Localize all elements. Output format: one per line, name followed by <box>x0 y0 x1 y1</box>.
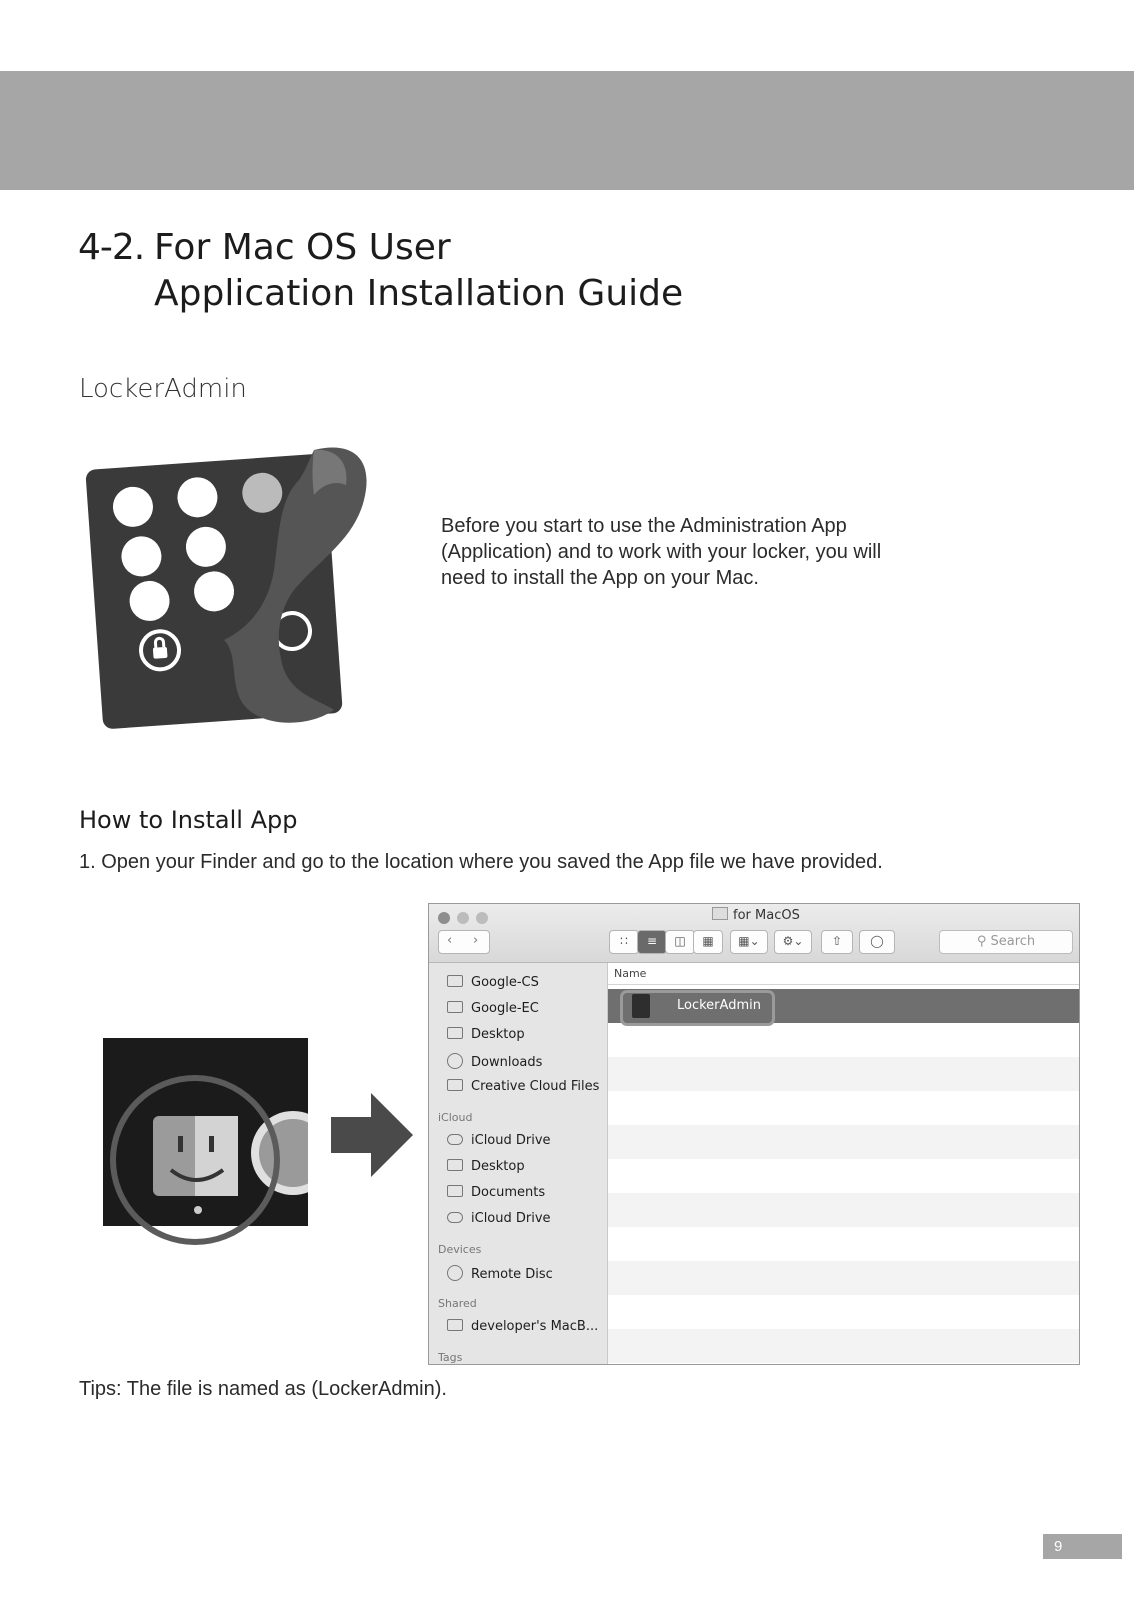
app-name: LockerAdmin <box>79 374 247 404</box>
sidebar-item-icloud-desktop[interactable]: Desktop <box>447 1159 525 1174</box>
locker-admin-app-icon <box>84 440 384 740</box>
cloud-icon <box>447 1212 463 1223</box>
tips-text: Tips: The file is named as (LockerAdmin). <box>79 1378 447 1400</box>
window-title: for MacOS <box>712 907 800 923</box>
arrange-button[interactable]: ▦⌄ <box>730 930 768 954</box>
page-title <box>78 225 683 317</box>
icon-view-button[interactable]: ∷ <box>609 930 639 954</box>
back-forward-buttons[interactable] <box>438 930 490 954</box>
drive-icon <box>447 975 463 987</box>
sidebar-item-shared-mac[interactable]: developer's MacB... <box>447 1319 598 1334</box>
sidebar-item-documents[interactable]: Documents <box>447 1185 545 1200</box>
file-row-lockeradmin[interactable] <box>608 989 1079 1023</box>
finder-window <box>428 903 1080 1365</box>
sidebar-item-icloud-drive-2[interactable]: iCloud Drive <box>447 1211 551 1226</box>
file-list <box>608 963 1079 1364</box>
sidebar-item-downloads[interactable]: Downloads <box>447 1053 542 1070</box>
gallery-view-button[interactable]: ▦ <box>693 930 723 954</box>
empty-row <box>608 1125 1079 1159</box>
share-button[interactable]: ⇧ <box>821 930 853 954</box>
how-to-heading: How to Install App <box>79 806 298 834</box>
sidebar-header-tags: Tags <box>438 1351 463 1364</box>
intro-paragraph: Before you start to use the Administration App (Application) and to work with your locker, you will need to install the App on your Mac. <box>441 515 882 589</box>
minimize-button[interactable] <box>457 912 469 924</box>
page-number: 9 <box>1043 1534 1122 1559</box>
desktop-icon <box>447 1159 463 1171</box>
search-field[interactable]: ⚲ Search <box>939 930 1073 954</box>
finder-sidebar <box>429 963 608 1364</box>
desktop-icon <box>447 1027 463 1039</box>
column-header-name[interactable]: Name <box>608 963 1079 985</box>
empty-row <box>608 1329 1079 1363</box>
search-icon: ⚲ <box>976 934 991 949</box>
sidebar-header-shared: Shared <box>438 1297 477 1310</box>
list-view-button[interactable]: ≡ <box>637 930 667 954</box>
step-1-text: 1. Open your Finder and go to the location where you saved the App file we have provided. <box>79 851 883 873</box>
empty-row <box>608 1057 1079 1091</box>
forward-icon[interactable]: › <box>473 933 479 948</box>
laptop-icon <box>447 1319 463 1331</box>
arrow-right-icon <box>331 1093 415 1177</box>
sidebar-item-google-ec[interactable]: Google-EC <box>447 1001 539 1016</box>
sidebar-item-desktop[interactable]: Desktop <box>447 1027 525 1042</box>
window-controls[interactable] <box>438 909 495 928</box>
tags-button[interactable]: ◯ <box>859 930 895 954</box>
file-highlight-ring <box>620 990 775 1026</box>
empty-row <box>608 1261 1079 1295</box>
folder-icon <box>447 1079 463 1091</box>
finder-highlight-ring <box>110 1075 280 1245</box>
empty-row <box>608 1193 1079 1227</box>
folder-icon <box>447 1001 463 1013</box>
title-line-2: Application Installation Guide <box>154 273 684 314</box>
finder-titlebar <box>429 904 1079 963</box>
sidebar-header-icloud: iCloud <box>438 1111 473 1124</box>
section-number: 4-2. <box>78 227 145 268</box>
sidebar-item-google-cs[interactable]: Google-CS <box>447 975 539 990</box>
documents-icon <box>447 1185 463 1197</box>
zoom-button[interactable] <box>476 912 488 924</box>
column-view-button[interactable]: ◫ <box>665 930 695 954</box>
sidebar-item-icloud-drive[interactable]: iCloud Drive <box>447 1133 551 1148</box>
sidebar-item-remote-disc[interactable]: Remote Disc <box>447 1265 553 1282</box>
back-icon[interactable]: ‹ <box>447 933 453 948</box>
folder-icon <box>712 907 728 920</box>
disc-icon <box>447 1265 463 1281</box>
sidebar-item-creative-cloud[interactable]: Creative Cloud Files <box>447 1079 599 1094</box>
downloads-icon <box>447 1053 463 1069</box>
file-name: LockerAdmin <box>677 998 761 1013</box>
sidebar-header-devices: Devices <box>438 1243 482 1256</box>
title-line-1: For Mac OS User <box>154 227 451 268</box>
close-button[interactable] <box>438 912 450 924</box>
header-band <box>0 71 1134 190</box>
action-gear-button[interactable]: ⚙⌄ <box>774 930 812 954</box>
cloud-icon <box>447 1134 463 1145</box>
